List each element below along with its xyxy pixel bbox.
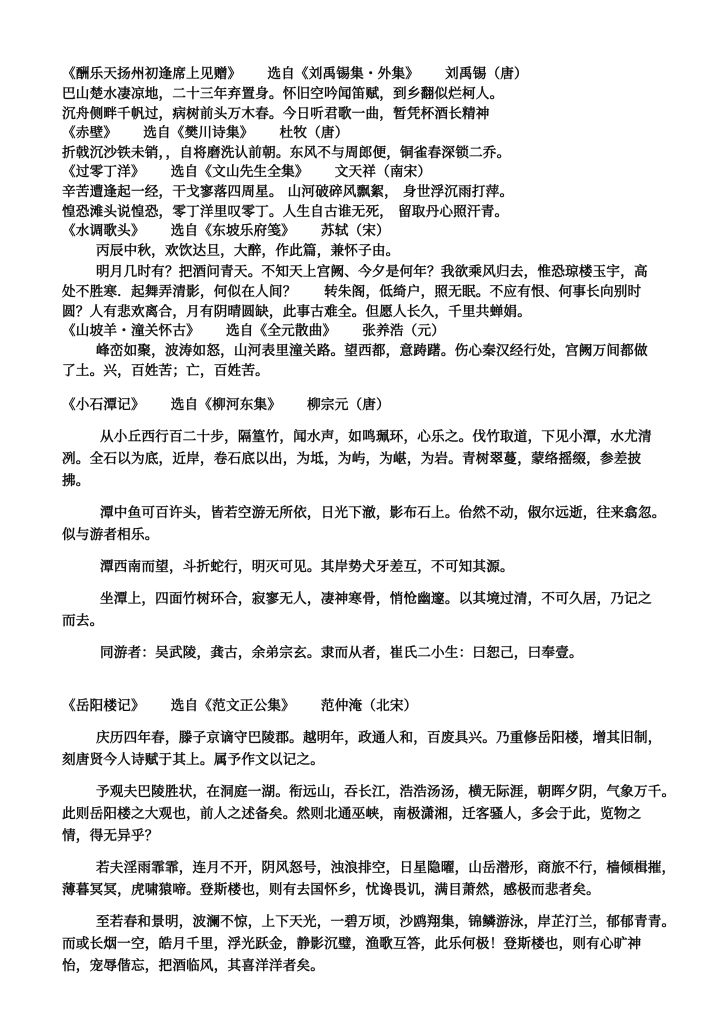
text-line: 折戟沉沙铁未销，，自将磨洗认前朝。东风不与周郎便，铜雀春深锁二乔。: [62, 145, 511, 161]
text-line: 似与游者相乐。: [62, 527, 159, 543]
essay-title: 《小石潭记》: [62, 397, 145, 413]
text-line: 至若春和景明，波澜不惊，上下天光，一碧万顷，沙鸥翔集，锦鳞游泳，岸芷汀兰，郁郁青青。: [96, 914, 676, 930]
text-line: 庆历四年春，滕子京谪守巴陵郡。越明年，政通人和，百废具兴。乃重修岳阳楼，增其旧制，: [96, 730, 662, 746]
text-line: 峰峦如聚，波涛如怒，山河表里潼关路。望西都，意踌躇。伤心秦汉经行处，宫阙万间都做: [96, 343, 648, 359]
poem-heading: [62, 321, 445, 341]
text-line: 丙辰中秋，欢饮达旦，大醉，作此篇，兼怀子由。: [96, 243, 400, 259]
poem-author: 杜牧（唐）: [279, 125, 349, 141]
text-line: 巴山楚水凄凉地，二十三年弃置身。怀旧空吟闻笛赋，到乡翻似烂柯人。: [62, 86, 504, 102]
poem-author: 张养浩（元）: [362, 323, 446, 339]
poem-title: 《山坡羊・潼关怀古》: [62, 323, 200, 339]
text-line: 拂。: [62, 473, 90, 489]
poem-heading: [62, 123, 349, 143]
text-line: 从小丘西行百二十步，隔篁竹，闻水声，如鸣珮环，心乐之。伐竹取道，下见小潭，水尤清: [100, 429, 652, 445]
text-line: 圆？人有悲欢离合，月有阴晴圆缺，此事古难全。但愿人长久，千里共蝉娟。: [62, 304, 531, 320]
poem-source: 选自《全元散曲》: [225, 323, 337, 339]
text-line: 惶恐滩头说惶恐，零丁洋里叹零丁。人生自古谁无死， 留取丹心照汗青。: [62, 204, 509, 220]
text-line: 坐潭上，四面竹树环合，寂寥无人，凄神寒骨，悄怆幽邃。以其境过清，不可久居，乃记之: [100, 591, 652, 607]
essay-source: 选自《范文正公集》: [170, 698, 295, 714]
text-line: 怡，宠辱偕忘，把酒临风，其喜洋洋者矣。: [62, 958, 325, 974]
poem-title: 《酬乐天扬州初逢席上见赠》: [62, 66, 242, 82]
text-line: 薄暮冥冥，虎啸猿啼。登斯楼也，则有去国怀乡，忧谗畏讥，满目萧然，感极而悲者矣。: [62, 882, 600, 898]
text-line: 潭西南而望，斗折蛇行，明灭可见。其岸势犬牙差互，不可知其源。: [100, 559, 514, 575]
poem-heading: [62, 162, 431, 182]
text-line: 辛苦遭逢起一经，干戈寥落四周星。 山河破碎风飘絮， 身世浮沉雨打萍。: [62, 184, 514, 200]
text-line: 明月几时有？把酒问青天。不知天上宫阙、今夕是何年？我欲乘风归去，惟恐琼楼玉宇，高: [96, 264, 648, 280]
text-line: 沉舟侧畔千帆过，病树前头万木春。今日听君歌一曲，暂凭杯酒长精神: [62, 106, 490, 122]
poem-author: 苏轼（宋）: [320, 223, 390, 239]
essay-heading: [62, 696, 417, 716]
essay-title: 《岳阳楼记》: [62, 698, 145, 714]
poem-author: 刘禹锡（唐）: [445, 66, 528, 82]
poem-title: 《水调歌头》: [62, 223, 145, 239]
text-line: 处不胜寒．起舞弄清影，何似在人间？ 转朱阁，低绮户，照无眠。不应有恨、何事长向别时: [62, 284, 642, 300]
poem-source: 选自《刘禹锡集・外集》: [267, 66, 420, 82]
text-line: 而或长烟一空，皓月千里，浮光跃金，静影沉璧，渔歌互答，此乐何极！登斯楼也，则有心旷神: [62, 936, 642, 952]
poem-source: 选自《文山先生全集》: [170, 164, 309, 180]
text-line: 若夫淫雨霏霏，连月不开，阴风怒号，浊浪排空，日星隐曜，山岳潜形，商旅不行，樯倾楫摧，: [96, 860, 676, 876]
poem-source: 选自《东坡乐府笺》: [170, 223, 295, 239]
essay-heading: [62, 395, 390, 415]
text-line: 冽。全石以为底，近岸，卷石底以出，为坻，为屿，为嵁，为岩。青树翠蔓，蒙络摇缀，参差披: [62, 451, 642, 467]
poem-author: 文天祥（南宋）: [334, 164, 432, 180]
text-line: 潭中鱼可百许头，皆若空游无所依，日光下澈，影布石上。佁然不动，俶尔远逝，往来翕忽。: [100, 505, 666, 521]
poem-heading: [62, 221, 390, 241]
essay-source: 选自《柳河东集》: [170, 397, 282, 413]
text-line: 而去。: [62, 613, 104, 629]
text-line: 了土。兴，百姓苦；亡，百姓苦。: [62, 363, 269, 379]
text-line: 予观夫巴陵胜状，在洞庭一湖。衔远山，吞长江，浩浩汤汤，横无际涯，朝晖夕阴，气象万千。: [96, 784, 676, 800]
poem-title: 《赤壁》: [62, 125, 118, 141]
text-line: 同游者：吴武陵，龚古，余弟宗玄。隶而从者，崔氏二小生：曰恕己，曰奉壹。: [100, 645, 583, 661]
text-line: 刻唐贤今人诗赋于其上。属予作文以记之。: [62, 752, 325, 768]
text-line: 此则岳阳楼之大观也，前人之述备矣。然则北通巫峡，南极潇湘，迁客骚人，多会于此，览物之: [62, 806, 642, 822]
poem-title: 《过零丁洋》: [62, 164, 145, 180]
text-line: 情，得无异乎？: [62, 828, 159, 844]
essay-author: 范仲淹（北宋）: [320, 698, 418, 714]
poem-source: 选自《樊川诗集》: [143, 125, 254, 141]
essay-author: 柳宗元（唐）: [307, 397, 390, 413]
poem-heading: [62, 64, 528, 84]
